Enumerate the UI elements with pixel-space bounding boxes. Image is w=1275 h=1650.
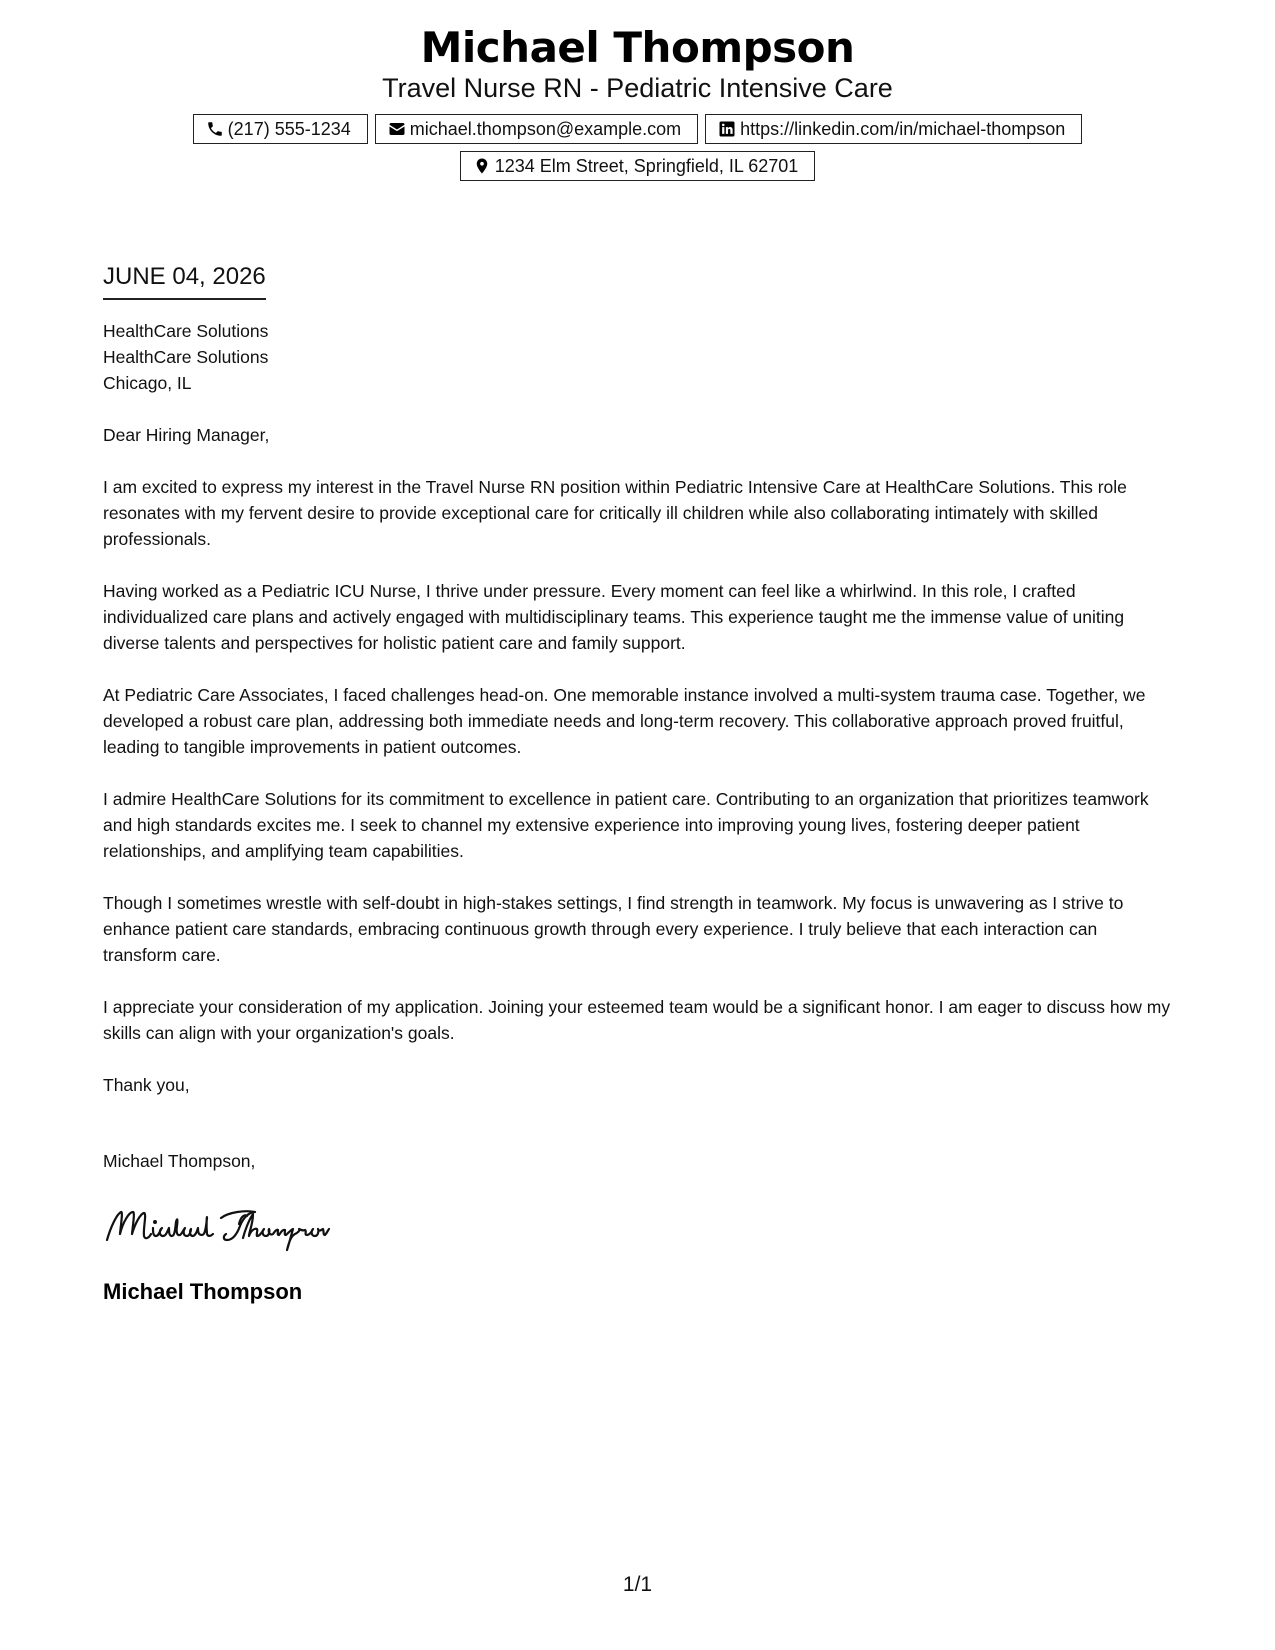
handwritten-signature — [103, 1200, 1173, 1256]
recipient-line-2: HealthCare Solutions — [103, 347, 269, 367]
paragraph-6: I appreciate your consideration of my application. Joining your esteemed team would be a significant honor. I am eager to discuss how my skills can align with your organization's goals. — [103, 997, 1171, 1043]
applicant-name: Michael Thompson — [420, 23, 855, 72]
recipient-line-1: HealthCare Solutions — [103, 321, 269, 341]
map-pin-icon — [473, 157, 491, 175]
phone-icon — [206, 120, 224, 138]
applicant-title: Travel Nurse RN - Pediatric Intensive Care — [382, 73, 893, 103]
page-number: 1/1 — [622, 1573, 653, 1596]
letter-date: JUNE 04, 2026 — [103, 262, 266, 300]
recipient-block — [103, 318, 1173, 396]
paragraph-4: I admire HealthCare Solutions for its commitment to excellence in patient care. Contributing to an organization that prioritizes teamwork and high standards excites me. I seek to channel my extensive experience into improving young lives, fostering deeper patient relationships, and amplifying team capabilities. — [103, 789, 1149, 861]
signature-image — [103, 1200, 373, 1256]
closing: Thank you, — [103, 1075, 190, 1095]
phone-number: (217) 555-1234 — [227, 119, 351, 139]
salutation: Dear Hiring Manager, — [103, 425, 270, 445]
linkedin-url: https://linkedin.com/in/michael-thompson — [740, 119, 1066, 139]
email-address: michael.thompson@example.com — [409, 119, 682, 139]
recipient-line-3: Chicago, IL — [103, 373, 192, 393]
paragraph-1: I am excited to express my interest in the Travel Nurse RN position within Pediatric Intensive Care at HealthCare Solutions. This role resonates with my fervent desire to provide exceptional care for critically ill children while also collaborating intimately with skilled professionals. — [103, 477, 1127, 549]
contact-address — [460, 151, 816, 181]
letter-header — [0, 22, 1275, 181]
letter-body — [103, 262, 1173, 1306]
paragraph-5: Though I sometimes wrestle with self-doubt in high-stakes settings, I find strength in teamwork. My focus is unwavering as I strive to enhance patient care standards, embracing continuous growth through every experience. I truly believe that each interaction can transform care. — [103, 893, 1124, 965]
paragraph-3: At Pediatric Care Associates, I faced challenges head-on. One memorable instance involved a multi-system trauma case. Together, we developed a robust care plan, addressing both immediate needs and long-term recovery. This collaborative approach proved fruitful, leading to tangible improvements in patient outcomes. — [103, 685, 1146, 757]
contact-phone — [193, 114, 368, 144]
signed-name: Michael Thompson — [103, 1279, 303, 1304]
contact-email — [375, 114, 698, 144]
contact-info — [138, 114, 1138, 181]
envelope-icon — [388, 120, 406, 138]
street-address: 1234 Elm Street, Springfield, IL 62701 — [494, 156, 799, 176]
contact-linkedin — [705, 114, 1082, 144]
signoff-name: Michael Thompson, — [103, 1151, 256, 1171]
linkedin-icon — [718, 120, 736, 138]
paragraph-2: Having worked as a Pediatric ICU Nurse, I thrive under pressure. Every moment can feel like a whirlwind. In this role, I crafted individualized care plans and actively engaged with multidisciplinary teams. This experience taught me the immense value of uniting diverse talents and perspectives for holistic patient care and family support. — [103, 581, 1125, 653]
